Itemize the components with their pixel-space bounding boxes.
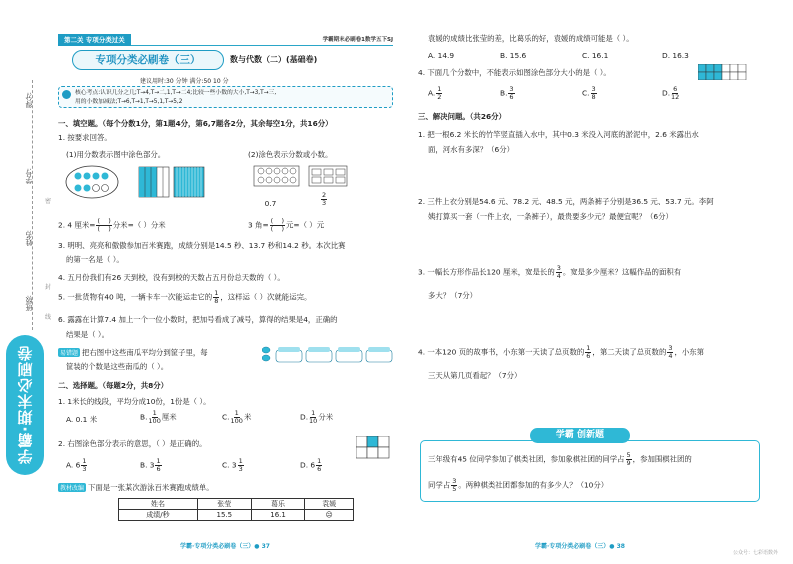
question-text: 多大？（7分）: [428, 291, 478, 300]
question-text: 筐装的个数是这些南瓜的（ ）。: [66, 362, 169, 371]
c3-part: 下面是一张某次游泳百米赛跑成绩单。: [88, 483, 214, 492]
kp-line: 用的小数加减法;T→6,T→1,T→5,1,T→5,2: [75, 99, 183, 105]
innovation-header: 学霸 创新题: [530, 428, 630, 443]
option: D. $\frac{1}{10}$ 分米: [300, 409, 334, 425]
page-footer: 学霸·专项分类必刷卷（三）● 37: [180, 543, 270, 550]
sidebar: [0, 0, 50, 564]
question-text: 4. 五月份我们有26 天到校，没有到校的天数占五月份总天数的（ ）。: [58, 273, 285, 282]
question-text: 面，河水有多深？（6分）: [428, 145, 515, 154]
q1b-value: 0.7: [264, 199, 277, 208]
q5-part: 5. 一批货物有40 吨，一辆卡车一次能运走它的: [58, 292, 213, 302]
key-points-box: [58, 86, 393, 108]
bulb-icon: [62, 90, 71, 99]
question-text: 三天从第几页看起？（7分）: [428, 371, 522, 380]
denominator: 3: [322, 199, 327, 207]
option: B. $\frac{3}{6}$: [500, 85, 514, 101]
q1b-fraction: [320, 192, 328, 207]
q1-figures: [64, 162, 394, 206]
book-subtitle: 学霸期末必刷卷1数学五下SJ: [322, 37, 393, 43]
question-text: (2)涂色表示分数或小数。: [248, 150, 333, 159]
badge: 教材改编: [60, 485, 85, 492]
table-cell: 15.5: [197, 510, 251, 521]
seal-char: 密: [45, 198, 52, 205]
question-text: 姨打算买一套（一件上衣，一条裤子），最贵要多少元？最便宜呢？（6分）: [428, 212, 673, 221]
question-text: 4. 下面几个分数中，不能表示如图涂色部分大小的是（ ）。: [418, 68, 611, 77]
question-text: 3 角= ( ) ( ) 元=（ ）元: [248, 217, 325, 233]
brand-logo: 学霸·期末必刷卷: [6, 335, 44, 475]
table-cell: 袁媛: [305, 499, 354, 510]
option: A. $\frac{1}{2}$: [428, 85, 442, 101]
section-tag: 第二关 专项分类过关: [58, 34, 131, 46]
question-text: [58, 347, 208, 358]
option: C. $\frac{1}{100}$ 米: [222, 409, 252, 425]
name-label: 姓名:: [25, 230, 33, 247]
kp-line: 核心考点:认识几分之几;T→4,T→二,1,T→二4;比较一些小数的大小,T→3,T→三,: [75, 90, 277, 96]
denominator: 8: [214, 297, 219, 305]
table-row: [119, 510, 354, 521]
section-heading: 二、选择题。（每题2分，共8分）: [58, 381, 169, 390]
numerator: 2: [322, 191, 327, 199]
top-bar: [58, 34, 393, 46]
time-score: 建议用时:30 分钟 满分:50 10 分: [140, 78, 229, 85]
c4-figure: [698, 64, 748, 80]
question-text: 3. 明明、亮亮和傲傲参加百米赛跑，成绩分别是14.5 秒、13.7 秒和14.2 秒。本次比赛: [58, 241, 346, 250]
question-text: 2. 三件上衣分别是54.6 元、78.2 元、48.5 元，两条裤子分别是36.5 元、53.7 元。李阿: [418, 197, 714, 206]
section-heading: 一、填空题。（每个分数1分，第1题4分，第6,7题各2分，其余每空1分，共16分）: [58, 119, 333, 128]
option: B. 3 $\frac{1}{6}$: [140, 457, 161, 473]
table-cell: ☹: [305, 510, 354, 521]
seal-line: [32, 80, 33, 330]
watermark: 公众号：七彩语数外: [733, 550, 779, 556]
option: D. 16.3: [662, 51, 689, 60]
table-row: [119, 499, 354, 510]
page-footer: 学霸·专项分类必刷卷（三）● 38: [535, 543, 625, 550]
table-cell: 成绩/秒: [119, 510, 198, 521]
question-text: 1. 把一根6.2 米长的竹竿竖直插入水中，其中0.3 米没入河底的淤泥中，2.6 米露出水: [418, 130, 699, 139]
numerator: 1: [214, 289, 219, 297]
question-text: 同学占 $\frac{3}{5}$ 。两种棋类社团都参加的有多少人？（10分）: [428, 477, 609, 493]
table-cell: 葛乐: [251, 499, 305, 510]
q2-part: 分米=（ ）分米: [112, 220, 166, 230]
class-label: 班级:: [25, 295, 33, 312]
question-text: 6. 露露在计算7.4 加上一个一位小数时，把加号看成了减号，算得的结果是4，正确的: [58, 315, 338, 324]
score-table: [118, 498, 354, 521]
table-cell: 张莹: [197, 499, 251, 510]
option: C. 16.1: [582, 51, 609, 60]
option: C. 3 $\frac{1}{3}$: [222, 457, 243, 473]
question-text: 3. 一幅长方形作品长120 厘米，宽是长的 $\frac{3}{4}$ 。宽是多少厘米？这幅作品的面积有: [418, 264, 682, 280]
q5-part: ，这样运（ ）次就能运完。: [220, 292, 312, 302]
c2-figure: [356, 436, 390, 460]
question-text: 1. 1米长的线段，平均分成10份，1份是（ ）。: [58, 397, 211, 406]
seal-char: 线: [45, 314, 52, 321]
question-text: (1)用分数表示图中涂色部分。: [66, 150, 166, 159]
question-text: 三年级有45 位同学参加了棋类社团，参加象棋社团的同学占 $\frac{5}{9}$ ，参加围棋社团的: [428, 451, 692, 467]
question-text: 1. 按要求回答。: [58, 133, 112, 142]
q7-part: 把右图中这些南瓜平均分到筐子里，每: [82, 348, 208, 357]
table-cell: 16.1: [251, 510, 305, 521]
page-subtitle: 数与代数（二）(基础卷): [230, 55, 318, 64]
option: C. $\frac{3}{8}$: [582, 85, 596, 101]
q2-part: 2. 4 厘米=: [58, 220, 96, 230]
question-text: [58, 482, 214, 493]
question-text: 结果是（ ）。: [66, 330, 109, 339]
option: B. 15.6: [500, 51, 527, 60]
id-label: 学号:: [25, 168, 33, 185]
option: D. 6 $\frac{1}{6}$: [300, 457, 322, 473]
option: A. 6 $\frac{1}{3}$: [66, 457, 87, 473]
badge: 易错题: [60, 350, 79, 357]
question-text: 4. 一本120 页的故事书，小东第一天读了总页数的 $\frac{1}{6}$ ，第二天读了总页数的 $\frac{3}{4}$ ，小东第: [418, 344, 705, 360]
seal-char: 封: [45, 284, 52, 291]
option: D. $\frac{6}{12}$: [662, 85, 680, 101]
q2-part: 3 角=: [248, 220, 269, 230]
question-text: 袁媛的成绩比张莹的差，比葛乐的好，袁媛的成绩可能是（ ）。: [428, 34, 634, 43]
score-label: 得分:: [25, 92, 33, 109]
section-heading: 三、解决问题。（共26分）: [418, 112, 506, 121]
table-cell: 姓名: [119, 499, 198, 510]
question-text: 的第一名是（ ）。: [66, 255, 124, 264]
question-text: 2. 4 厘米= ( ) ( ) 分米=（ ）分米: [58, 217, 166, 233]
title-block: [72, 50, 372, 72]
pumpkin-baskets: [262, 344, 394, 366]
option: B. $\frac{1}{100}$ 厘米: [140, 409, 177, 425]
option: A. 14.9: [428, 51, 455, 60]
option: A. 0.1 米: [66, 415, 98, 424]
question-text: [58, 290, 311, 305]
q2-part: 元=（ ）元: [285, 220, 325, 230]
question-text: 2. 右图涂色部分表示的意思，（ ）是正确的。: [58, 439, 207, 448]
page-title: 专项分类必刷卷（三）: [72, 50, 224, 70]
